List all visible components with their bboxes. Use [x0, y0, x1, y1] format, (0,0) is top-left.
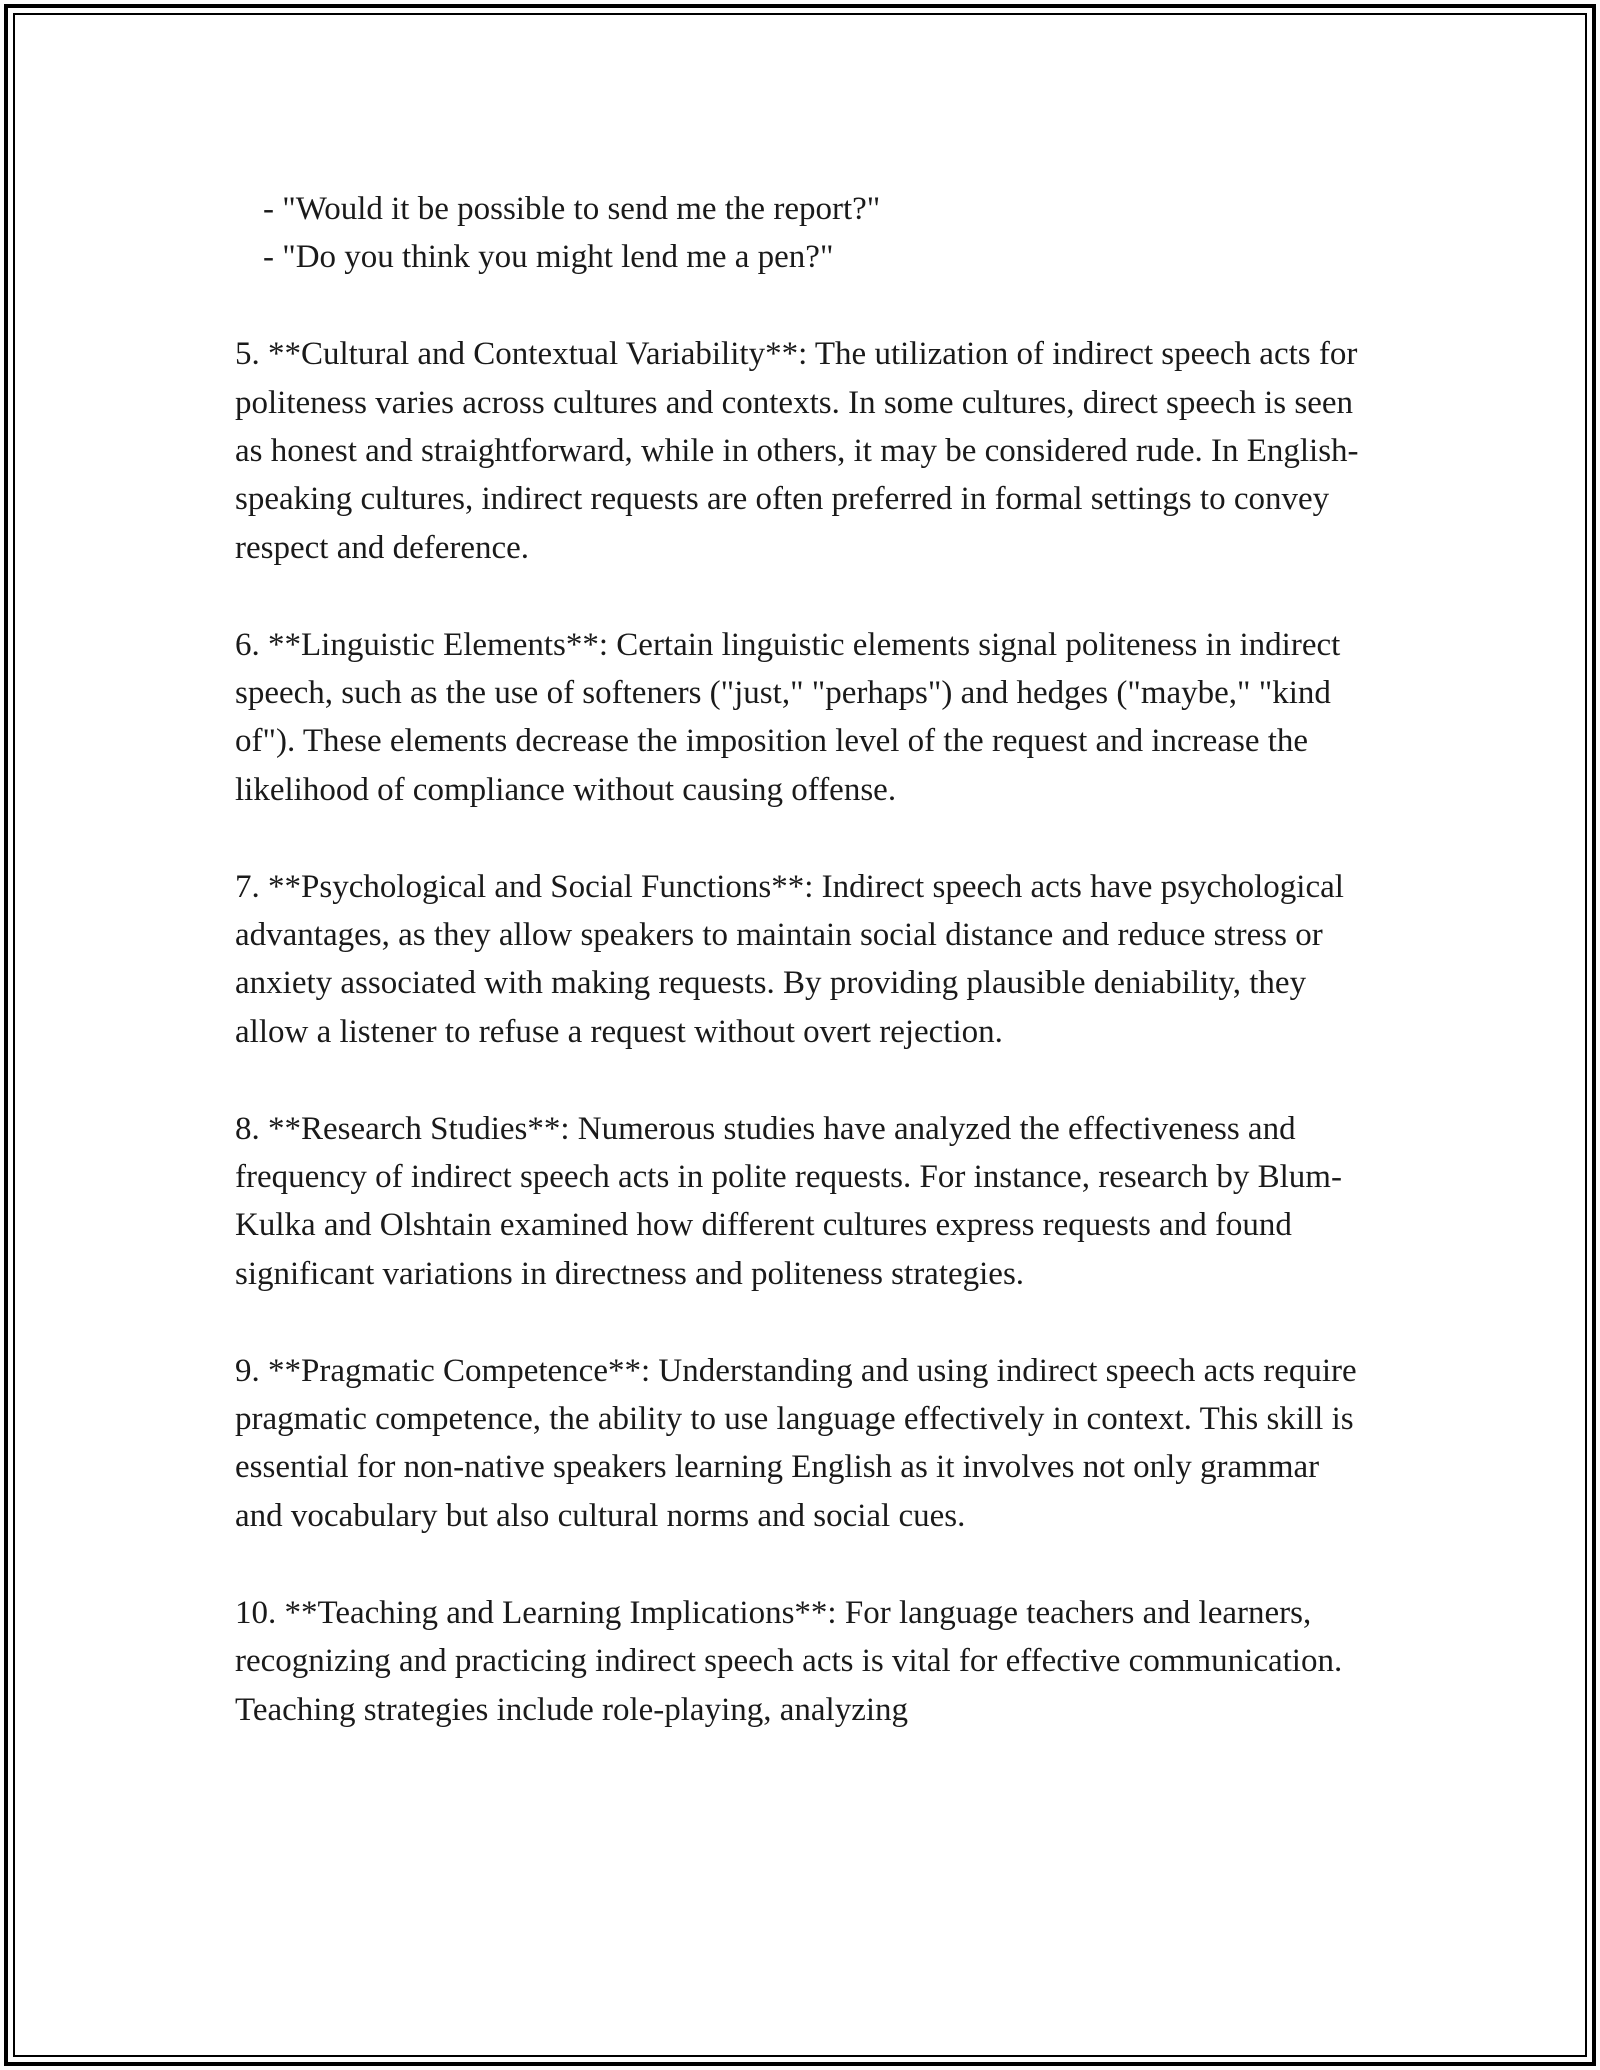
- paragraph-gap: [235, 1540, 1375, 1588]
- paragraph-psychological-functions: 7. **Psychological and Social Functions**: Indirect speech acts have psychological advantages, as they allow speakers to maintain social distance and reduce stress or anxiety associated with making requests. By providing plausible deniability, they allow a listener to refuse a request without overt rejection.: [235, 868, 1344, 1050]
- paragraph-gap: [235, 1056, 1375, 1104]
- document-body: [235, 185, 1375, 1734]
- paragraph-research-studies: 8. **Research Studies**: Numerous studies have analyzed the effectiveness and frequency of indirect speech acts in polite requests. For instance, research by Blum-Kulka and Olshtain examined how different cultures express requests and found significant variations in directness and politeness strategies.: [235, 1110, 1342, 1292]
- paragraph-teaching-implications: 10. **Teaching and Learning Implications**: For language teachers and learners, recognizing and practicing indirect speech acts is vital for effective communication. Teaching strategies include role-playing, analyzing: [235, 1594, 1343, 1728]
- example-bullet-1: - "Would it be possible to send me the report?": [263, 191, 881, 227]
- paragraph-gap: [235, 1298, 1375, 1346]
- paragraph-pragmatic-competence: 9. **Pragmatic Competence**: Understanding and using indirect speech acts require pragmatic competence, the ability to use language effectively in context. This skill is essential for non-native speakers learning English as it involves not only grammar and vocabulary but also cultural norms and social cues.: [235, 1352, 1357, 1534]
- paragraph-gap: [235, 572, 1375, 620]
- paragraph-gap: [235, 282, 1375, 330]
- example-bullet-2: - "Do you think you might lend me a pen?": [263, 239, 834, 276]
- paragraph-linguistic-elements: 6. **Linguistic Elements**: Certain linguistic elements signal politeness in indirect speech, such as the use of softeners ("just," "perhaps") and hedges ("maybe," "kind of"). These elements decrease the imposition level of the request and increase the likelihood of compliance without causing offense.: [235, 626, 1341, 808]
- paragraph-gap: [235, 814, 1375, 862]
- paragraph-cultural-variability: 5. **Cultural and Contextual Variability**: The utilization of indirect speech acts for politeness varies across cultures and contexts. In some cultures, direct speech is seen as honest and straightforward, while in others, it may be considered rude. In English-speaking cultures, indirect requests are often preferred in formal settings to convey respect and deference.: [235, 336, 1359, 566]
